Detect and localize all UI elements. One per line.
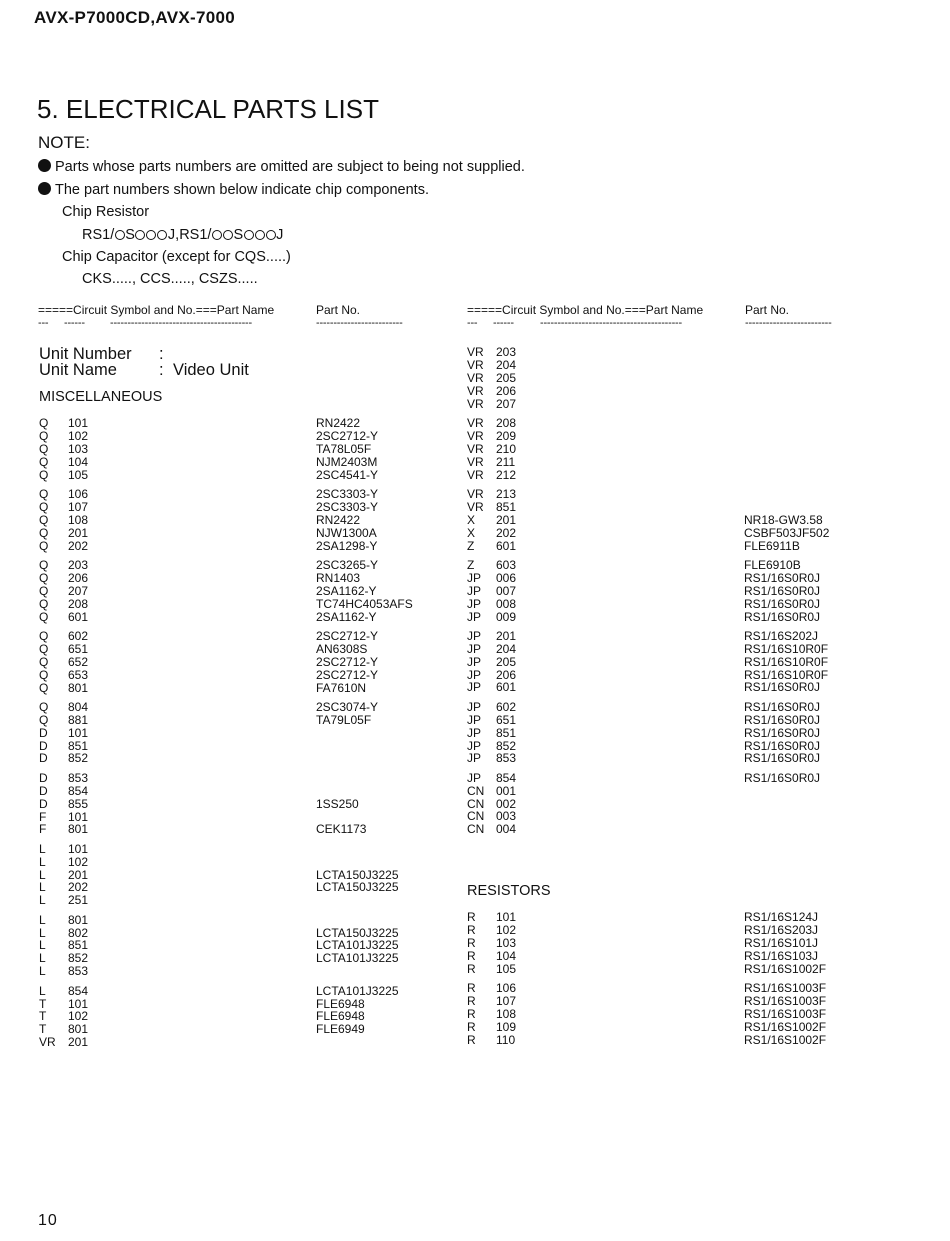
circuit-number: 212 xyxy=(496,467,517,482)
note-line-1: Parts whose parts numbers are omitted are subject to being not supplied. xyxy=(38,159,525,175)
circuit-symbol: Q xyxy=(39,628,49,643)
circuit-number: 853 xyxy=(68,964,89,979)
circuit-symbol: F xyxy=(39,809,47,824)
circuit-symbol: VR xyxy=(39,1035,56,1050)
note-heading: NOTE: xyxy=(38,133,90,152)
circuit-number: 202 xyxy=(496,525,517,540)
circuit-number: 101 xyxy=(68,416,89,430)
part-number: TA78L05F xyxy=(316,441,372,456)
circuit-number: 601 xyxy=(68,609,89,624)
right-dash-name: ----------------------------------------- xyxy=(540,317,682,329)
circuit-symbol: L xyxy=(39,925,46,940)
part-number: RS1/16S0R0J xyxy=(744,570,821,585)
part-number: 2SC2712-Y xyxy=(316,428,379,443)
circuit-number: 201 xyxy=(68,867,89,882)
circuit-number: 205 xyxy=(496,654,517,669)
left-column-header: =====Circuit Symbol and No.===Part Name xyxy=(38,303,275,317)
circuit-symbol: L xyxy=(39,841,46,856)
circle-placeholder-icon xyxy=(135,230,145,240)
circuit-symbol: L xyxy=(39,938,46,953)
note-line-2: The part numbers shown below indicate chip components. xyxy=(38,182,429,198)
circuit-symbol: Q xyxy=(39,486,49,501)
circuit-symbol: R xyxy=(467,922,476,937)
circuit-symbol: JP xyxy=(467,667,482,682)
circuit-symbol: R xyxy=(467,1019,476,1034)
circuit-symbol: VR xyxy=(467,441,484,456)
circuit-symbol: Q xyxy=(39,641,49,656)
part-number: RS1/16S0R0J xyxy=(744,609,821,624)
part-number: RS1/16S0R0J xyxy=(744,680,821,695)
circuit-symbol: Q xyxy=(39,499,49,514)
circuit-symbol: Q xyxy=(39,680,49,695)
circuit-symbol: JP xyxy=(467,596,482,611)
circuit-symbol: JP xyxy=(467,583,482,598)
circuit-number: 201 xyxy=(496,628,517,643)
unit-name-value: Video Unit xyxy=(173,361,249,379)
circuit-number: 104 xyxy=(496,948,517,963)
section-miscellaneous: MISCELLANEOUS xyxy=(39,389,163,405)
circuit-symbol: VR xyxy=(467,467,484,482)
circuit-number: 804 xyxy=(68,699,89,714)
circuit-number: 801 xyxy=(68,1022,89,1037)
part-number: 2SC3303-Y xyxy=(316,486,379,501)
circuit-symbol: T xyxy=(39,1009,47,1024)
circuit-number: 102 xyxy=(68,854,89,869)
part-number: RS1/16S0R0J xyxy=(744,725,821,740)
circuit-symbol: R xyxy=(467,935,476,950)
circuit-number: 001 xyxy=(496,783,517,798)
part-number: RS1/16S1002F xyxy=(744,1019,827,1034)
part-number: LCTA150J3225 xyxy=(316,867,399,882)
circuit-symbol: Q xyxy=(39,538,49,553)
circuit-number: 110 xyxy=(496,1032,516,1047)
part-number: TA79L05F xyxy=(316,712,372,727)
circuit-number: 201 xyxy=(68,1035,89,1050)
part-number: 2SC2712-Y xyxy=(316,654,379,669)
part-number: AN6308S xyxy=(316,641,368,656)
circle-placeholder-icon xyxy=(212,230,222,240)
part-number: 2SC2712-Y xyxy=(316,628,379,643)
part-number: NJW1300A xyxy=(316,525,377,540)
circuit-number: 104 xyxy=(68,454,89,469)
part-number: RS1/16S1003F xyxy=(744,1006,827,1021)
part-number: RS1/16S0R0J xyxy=(744,712,821,727)
part-number: FLE6949 xyxy=(316,1022,365,1037)
circle-placeholder-icon xyxy=(157,230,167,240)
part-number: CEK1173 xyxy=(316,822,367,837)
circuit-symbol: JP xyxy=(467,770,482,785)
circle-placeholder-icon xyxy=(244,230,254,240)
part-number: 2SC3074-Y xyxy=(316,699,379,714)
circuit-symbol: JP xyxy=(467,654,482,669)
circuit-symbol: L xyxy=(39,893,46,908)
circuit-number: 652 xyxy=(68,654,89,669)
chip-capacitor-codes: CKS....., CCS....., CSZS..... xyxy=(82,271,258,287)
circuit-number: 105 xyxy=(68,467,89,482)
circuit-symbol: R xyxy=(467,993,476,1008)
circuit-number: 852 xyxy=(68,751,89,766)
right-dash-number: ------ xyxy=(493,317,514,329)
section-resistors: RESISTORS xyxy=(467,883,551,899)
circuit-number: 802 xyxy=(68,925,89,940)
circuit-symbol: Q xyxy=(39,428,49,443)
part-number: RN2422 xyxy=(316,512,361,527)
circuit-number: 101 xyxy=(496,910,517,924)
part-number: TC74HC4053AFS xyxy=(316,596,413,611)
part-number: FLE6910B xyxy=(744,557,801,572)
circuit-number: 851 xyxy=(68,938,89,953)
circuit-number: 107 xyxy=(68,499,89,514)
circuit-number: 207 xyxy=(68,583,89,598)
circuit-symbol: Q xyxy=(39,525,49,540)
chip-resistor-codes: RS1/ S J,RS1/ S J xyxy=(82,227,284,243)
circuit-number: 002 xyxy=(496,796,517,811)
part-number: RS1/16S203J xyxy=(744,922,819,937)
circuit-number: 602 xyxy=(496,699,517,714)
circuit-number: 854 xyxy=(68,783,89,798)
part-number: 2SA1162-Y xyxy=(316,609,377,624)
circuit-symbol: CN xyxy=(467,822,485,837)
unit-name-label: Unit Name xyxy=(39,361,117,379)
part-number: RS1/16S10R0F xyxy=(744,654,829,669)
circuit-number: 107 xyxy=(496,993,517,1008)
circuit-number: 003 xyxy=(496,809,517,824)
part-number: LCTA101J3225 xyxy=(316,983,399,998)
circuit-number: 853 xyxy=(68,770,89,785)
circuit-symbol: R xyxy=(467,1032,476,1047)
circuit-symbol: Q xyxy=(39,667,49,682)
circuit-number: 206 xyxy=(68,570,89,585)
circuit-number: 209 xyxy=(496,428,517,443)
circuit-number: 102 xyxy=(68,428,89,443)
circuit-number: 851 xyxy=(68,738,89,753)
circuit-number: 006 xyxy=(496,570,517,585)
left-dash-symbol: --- xyxy=(38,317,49,329)
circuit-number: 008 xyxy=(496,596,517,611)
chip-capacitor-label: Chip Capacitor (except for CQS.....) xyxy=(62,249,291,265)
circuit-symbol: X xyxy=(467,512,476,527)
left-partno-header: Part No. xyxy=(316,303,361,317)
part-number: RS1/16S10R0F xyxy=(744,667,829,682)
part-number: NJM2403M xyxy=(316,454,378,469)
circuit-number: 105 xyxy=(496,961,517,976)
circuit-symbol: D xyxy=(39,738,48,753)
circuit-number: 103 xyxy=(68,441,89,456)
part-number: FLE6948 xyxy=(316,996,365,1011)
bullet-icon xyxy=(38,159,51,172)
circuit-number: 603 xyxy=(496,557,517,572)
part-number: 2SA1162-Y xyxy=(316,583,377,598)
circuit-symbol: JP xyxy=(467,725,482,740)
circuit-number: 108 xyxy=(496,1006,517,1021)
part-number: 2SC3303-Y xyxy=(316,499,379,514)
circuit-symbol: F xyxy=(39,822,47,837)
circuit-number: 601 xyxy=(496,538,517,553)
circuit-symbol: Q xyxy=(39,583,49,598)
part-number: FLE6911B xyxy=(744,538,800,553)
circuit-symbol: Q xyxy=(39,609,49,624)
circuit-symbol: Q xyxy=(39,467,49,482)
circle-placeholder-icon xyxy=(266,230,276,240)
circuit-symbol: Q xyxy=(39,654,49,669)
part-number: FA7610N xyxy=(316,680,367,695)
circuit-symbol: D xyxy=(39,770,48,785)
part-number: LCTA101J3225 xyxy=(316,951,399,966)
part-number: LCTA150J3225 xyxy=(316,925,399,940)
part-number: RS1/16S1003F xyxy=(744,993,827,1008)
circuit-symbol: D xyxy=(39,796,48,811)
circuit-symbol: VR xyxy=(467,415,484,430)
circuit-symbol: JP xyxy=(467,570,482,585)
circuit-number: 201 xyxy=(496,512,517,527)
part-number: RS1/16S0R0J xyxy=(744,699,821,714)
circuit-number: 855 xyxy=(68,796,89,811)
model-header: AVX-P7000CD,AVX-7000 xyxy=(34,8,235,27)
circuit-symbol: R xyxy=(467,1006,476,1021)
circuit-number: 202 xyxy=(68,538,89,553)
part-number: RS1/16S0R0J xyxy=(744,770,821,785)
circuit-number: 103 xyxy=(496,935,517,950)
circuit-number: 101 xyxy=(68,996,89,1011)
bullet-icon xyxy=(38,182,51,195)
part-number: RS1/16S0R0J xyxy=(744,751,821,766)
circuit-symbol: D xyxy=(39,751,48,766)
part-number: 2SA1298-Y xyxy=(316,538,378,553)
circuit-symbol: Q xyxy=(39,454,49,469)
circle-placeholder-icon xyxy=(223,230,233,240)
circuit-number: 854 xyxy=(68,983,89,998)
part-number: LCTA101J3225 xyxy=(316,938,399,953)
circuit-symbol: Q xyxy=(39,416,49,430)
circuit-symbol: Q xyxy=(39,441,49,456)
circuit-symbol: VR xyxy=(467,383,484,398)
part-number: 2SC2712-Y xyxy=(316,667,379,682)
right-column-header: =====Circuit Symbol and No.===Part Name xyxy=(467,303,704,317)
circuit-symbol: VR xyxy=(467,486,484,501)
part-number: RS1/16S0R0J xyxy=(744,596,821,611)
circuit-number: 009 xyxy=(496,609,517,624)
circuit-symbol: Q xyxy=(39,512,49,527)
part-number: RS1/16S124J xyxy=(744,910,819,924)
circuit-number: 208 xyxy=(68,596,89,611)
circuit-symbol: CN xyxy=(467,796,485,811)
circuit-number: 851 xyxy=(496,725,517,740)
circuit-number: 102 xyxy=(496,922,517,937)
circuit-symbol: Q xyxy=(39,570,49,585)
circuit-symbol: Z xyxy=(467,538,475,553)
circuit-number: 210 xyxy=(496,441,517,456)
circuit-symbol: JP xyxy=(467,628,482,643)
circuit-number: 109 xyxy=(496,1019,517,1034)
circuit-number: 852 xyxy=(68,951,89,966)
circuit-symbol: JP xyxy=(467,699,482,714)
circuit-symbol: JP xyxy=(467,751,482,766)
circuit-symbol: Q xyxy=(39,557,49,572)
part-number: RS1/16S10R0F xyxy=(744,641,829,656)
circuit-symbol: VR xyxy=(467,454,484,469)
circuit-number: 651 xyxy=(496,712,517,727)
circuit-number: 202 xyxy=(68,880,89,895)
circuit-number: 007 xyxy=(496,583,517,598)
part-number: RS1/16S101J xyxy=(744,935,819,950)
circuit-symbol: L xyxy=(39,964,46,979)
circuit-number: 651 xyxy=(68,641,89,656)
circuit-symbol: VR xyxy=(467,345,484,359)
circuit-number: 251 xyxy=(68,893,89,908)
circuit-symbol: D xyxy=(39,725,48,740)
circuit-symbol: L xyxy=(39,880,46,895)
part-number: RS1/16S1003F xyxy=(744,981,827,995)
page-number: 10 xyxy=(38,1212,58,1229)
part-number: 1SS250 xyxy=(316,796,359,811)
circuit-number: 653 xyxy=(68,667,89,682)
circuit-symbol: R xyxy=(467,961,476,976)
part-number: RN1403 xyxy=(316,570,361,585)
circuit-number: 206 xyxy=(496,667,517,682)
unit-number-colon: : xyxy=(159,345,164,363)
circuit-symbol: L xyxy=(39,951,46,966)
circuit-symbol: T xyxy=(39,996,47,1011)
page-title: 5. ELECTRICAL PARTS LIST xyxy=(37,94,379,124)
circle-placeholder-icon xyxy=(146,230,156,240)
circuit-symbol: Q xyxy=(39,596,49,611)
part-number: RS1/16S103J xyxy=(744,948,819,963)
part-number: RN2422 xyxy=(316,416,361,430)
part-number: LCTA150J3225 xyxy=(316,880,399,895)
circuit-number: 204 xyxy=(496,641,517,656)
circuit-number: 208 xyxy=(496,415,517,430)
circuit-number: 854 xyxy=(496,770,517,785)
circuit-number: 203 xyxy=(68,557,89,572)
right-partno-header: Part No. xyxy=(745,303,790,317)
left-dash-partno: ------------------------- xyxy=(316,317,403,329)
left-dash-name: ----------------------------------------- xyxy=(110,317,252,329)
circuit-number: 602 xyxy=(68,628,89,643)
circuit-symbol: VR xyxy=(467,499,484,514)
circuit-symbol: JP xyxy=(467,680,482,695)
circuit-number: 213 xyxy=(496,486,517,501)
circuit-symbol: Q xyxy=(39,712,49,727)
circuit-symbol: JP xyxy=(467,712,482,727)
circuit-symbol: R xyxy=(467,948,476,963)
circuit-number: 106 xyxy=(68,486,89,501)
circuit-number: 101 xyxy=(68,725,89,740)
circuit-number: 801 xyxy=(68,822,89,837)
right-dash-partno: ------------------------- xyxy=(745,317,832,329)
circuit-symbol: Z xyxy=(467,557,475,572)
circuit-number: 211 xyxy=(496,454,516,469)
part-number: NR18-GW3.58 xyxy=(744,512,823,527)
circuit-symbol: JP xyxy=(467,738,482,753)
unit-name-colon: : xyxy=(159,361,164,379)
circuit-number: 207 xyxy=(496,396,517,411)
circuit-symbol: L xyxy=(39,854,46,869)
circuit-symbol: L xyxy=(39,912,46,927)
circuit-symbol: R xyxy=(467,981,476,995)
circuit-symbol: Q xyxy=(39,699,49,714)
circuit-number: 101 xyxy=(68,841,89,856)
circuit-number: 203 xyxy=(496,345,517,359)
circuit-number: 853 xyxy=(496,751,517,766)
circuit-symbol: X xyxy=(467,525,476,540)
left-dash-number: ------ xyxy=(64,317,85,329)
unit-number-label: Unit Number xyxy=(39,345,132,363)
circuit-symbol: VR xyxy=(467,357,484,372)
circuit-symbol: L xyxy=(39,983,46,998)
circuit-symbol: VR xyxy=(467,428,484,443)
circuit-number: 601 xyxy=(496,680,517,695)
part-number: RS1/16S0R0J xyxy=(744,738,821,753)
circuit-number: 881 xyxy=(68,712,89,727)
circuit-symbol: CN xyxy=(467,809,485,824)
circuit-symbol: D xyxy=(39,783,48,798)
circuit-symbol: JP xyxy=(467,609,482,624)
circuit-number: 201 xyxy=(68,525,89,540)
circuit-number: 101 xyxy=(68,809,89,824)
circuit-number: 852 xyxy=(496,738,517,753)
circuit-symbol: R xyxy=(467,910,476,924)
part-number: RS1/16S0R0J xyxy=(744,583,821,598)
circuit-symbol: T xyxy=(39,1022,47,1037)
part-number: RS1/16S1002F xyxy=(744,961,827,976)
part-number: RS1/16S1002F xyxy=(744,1032,827,1047)
circuit-symbol: L xyxy=(39,867,46,882)
circuit-number: 004 xyxy=(496,822,517,837)
circuit-symbol: CN xyxy=(467,783,485,798)
circuit-symbol: VR xyxy=(467,396,484,411)
circuit-number: 102 xyxy=(68,1009,89,1024)
circle-placeholder-icon xyxy=(255,230,265,240)
circuit-symbol: JP xyxy=(467,641,482,656)
circuit-number: 206 xyxy=(496,383,517,398)
right-dash-symbol: --- xyxy=(467,317,478,329)
part-number: 2SC4541-Y xyxy=(316,467,379,482)
part-number: CSBF503JF502 xyxy=(744,525,830,540)
part-number: RS1/16S202J xyxy=(744,628,819,643)
circuit-number: 851 xyxy=(496,499,517,514)
circuit-number: 106 xyxy=(496,981,517,995)
circuit-number: 205 xyxy=(496,370,517,385)
chip-resistor-label: Chip Resistor xyxy=(62,204,150,220)
circuit-number: 108 xyxy=(68,512,89,527)
part-number: FLE6948 xyxy=(316,1009,365,1024)
circuit-number: 801 xyxy=(68,912,89,927)
circle-placeholder-icon xyxy=(115,230,125,240)
circuit-symbol: VR xyxy=(467,370,484,385)
circuit-number: 801 xyxy=(68,680,89,695)
part-number: 2SC3265-Y xyxy=(316,557,379,572)
circuit-number: 204 xyxy=(496,357,517,372)
